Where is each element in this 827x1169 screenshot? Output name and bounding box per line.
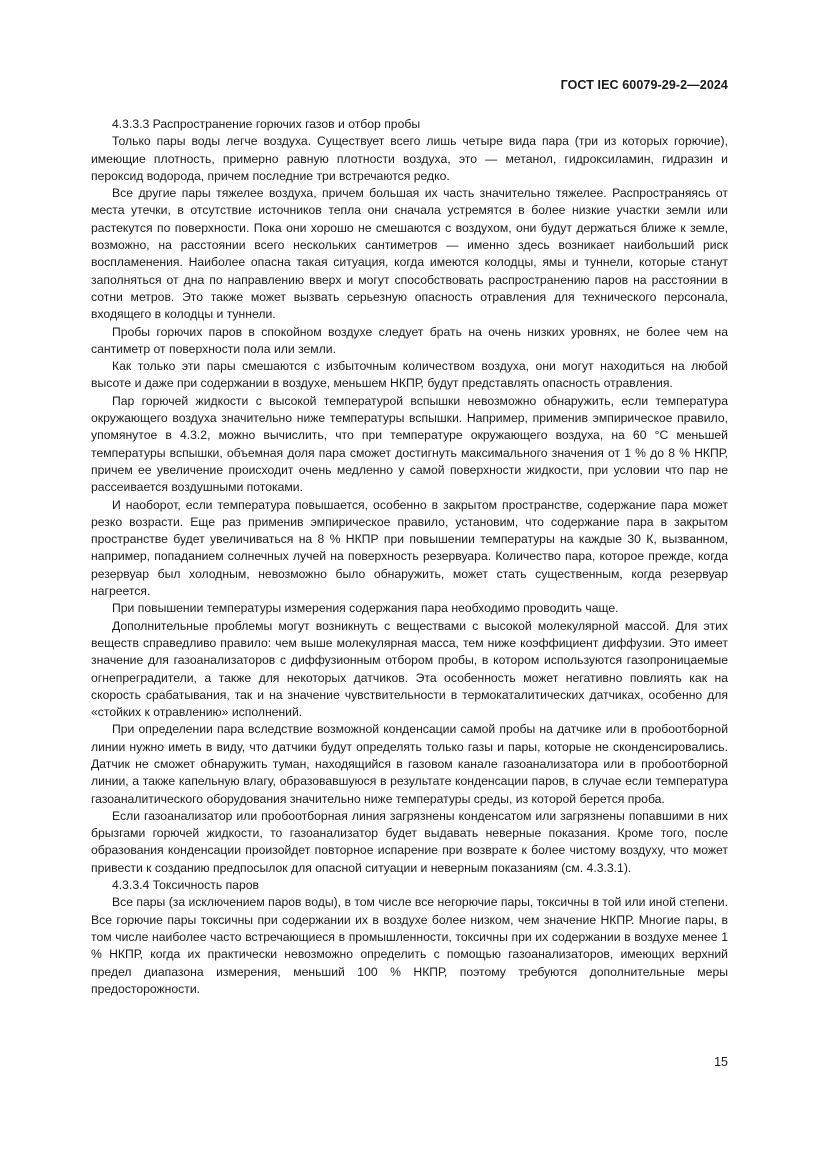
- paragraph: Пробы горючих паров в спокойном воздухе следует брать на очень низких уровнях, не более чем на сантиметр от поверхности пола или земли.: [91, 324, 728, 356]
- paragraph: Дополнительные проблемы могут возникнуть с веществами с высокой молекулярной массой. Для этих веществ справедливо правило: чем выше молекулярная масса, тем ниже коэффициент диффузии. Это имеет значение для газоанализаторов с диффузионным отбором пробы, в котором используются газопроницаемые огнепреградители, а также для некоторых датчиков. Эта особенность может негативно повлиять как на скорость срабатывания, так и на значение чувствительности в термокаталитических датчиках, особенно для «стойких к отравлению» исполнений.: [91, 618, 728, 720]
- page-number: 15: [714, 1055, 728, 1069]
- paragraph: И наоборот, если температура повышается, особенно в закрытом пространстве, содержание пара может резко возрасти. Еще раз применив эмпирическое правило, установим, что содержание пара в закрытом пространстве будет увеличиваться на 8 % НКПР при повышении температуры на каждые 30 К, вызванном, например, попаданием солнечных лучей на поверхность резервуара. Количество пара, которое прежде, когда резервуар был холодным, невозможно было обнаружить, может стать существенным, когда резервуар нагреется.: [91, 497, 728, 599]
- paragraph: Только пары воды легче воздуха. Существует всего лишь четыре вида пара (три из которых горючие), имеющие плотность, примерно равную плотности воздуха, это — метанол, гидроксиламин, гидразин и пероксид водорода, причем последние три встречаются редко.: [91, 134, 728, 183]
- document-header: ГОСТ IEC 60079-29-2—2024: [560, 78, 728, 92]
- paragraph: Все пары (за исключением паров воды), в том числе все негорючие пары, токсичны в той или иной степени. Все горючие пары токсичны при содержании их в воздухе более низком, чем значение НКПР. Многие пары, в том числе наиболее часто встречающиеся в промышленности, токсичны при их содержании в воздухе менее 1 % НКПР, когда их практически невозможно определить с помощью газоанализаторов, имеющих верхний предел диапазона измерения, меньший 100 % НКПР, поэтому требуются дополнительные меры предосторожности.: [91, 895, 728, 996]
- document-body: [91, 116, 728, 998]
- paragraph: Пар горючей жидкости с высокой температурой вспышки невозможно обнаружить, если температура окружающего воздуха значительно ниже температуры вспышки. Например, применив эмпирическое правило, упомянутое в 4.3.2, можно вычислить, что при температуре окружающего воздуха, на 60 °С меньшей температуры вспышки, объемная доля пара сможет достигнуть максимального значения от 1 % до 8 % НКПР, причем ее увеличение происходит очень медленно у самой поверхности жидкости, при условии что пар не рассеивается воздушными потоками.: [91, 393, 728, 495]
- section-heading-4-3-3-4: 4.3.3.4 Токсичность паров: [112, 878, 259, 893]
- paragraph: При определении пара вследствие возможной конденсации самой пробы на датчике или в пробоотборной линии нужно иметь в виду, что датчики будут определять только газы и пары, которые не сконденсировались. Датчик не сможет обнаружить туман, находящийся в газовом канале газоанализатора или в пробоотборной линии, а также капельную влагу, образовавшуюся в результате конденсации паров, в случае если температура газоаналитического оборудования значительно ниже температуры среды, из которой берется проба.: [91, 722, 728, 806]
- paragraph: Если газоанализатор или пробоотборная линия загрязнены конденсатом или загрязнены попавшими в них брызгами горючей жидкости, то газоанализатор будет выдавать неверные показания. Кроме того, после образования конденсации произойдет повторное испарение при возврате к более чистому воздуху, что может привести к созданию предпосылок для опасной ситуации и неверным показаниям (см. 4.3.3.1).: [91, 808, 728, 875]
- section-heading-4-3-3-3: 4.3.3.3 Распространение горючих газов и отбор пробы: [112, 117, 421, 131]
- paragraph: Все другие пары тяжелее воздуха, причем большая их часть значительно тяжелее. Распространяясь от места утечки, в отсутствие источников тепла они сначала устремятся в более низкие участки земли или растекутся по поверхности. Пока они хорошо не смешаются с воздухом, они будут держаться ближе к земле, возможно, на расстоянии всего нескольких сантиметров — именно здесь возникает наибольший риск воспламенения. Наиболее опасна такая ситуация, когда имеются колодцы, ямы и туннели, которые станут заполняться от дна по направлению вверх и могут способствовать распространению паров на расстоянии в сотни метров. Это также может вызвать серьезную опасность отравления для технического персонала, входящего в колодцы и туннели.: [91, 186, 728, 322]
- paragraph: Как только эти пары смешаются с избыточным количеством воздуха, они могут находиться на любой высоте и даже при содержании в воздухе, меньшем НКПР, будут представлять опасность отравления.: [91, 359, 728, 391]
- paragraph: При повышении температуры измерения содержания пара необходимо проводить чаще.: [112, 601, 619, 616]
